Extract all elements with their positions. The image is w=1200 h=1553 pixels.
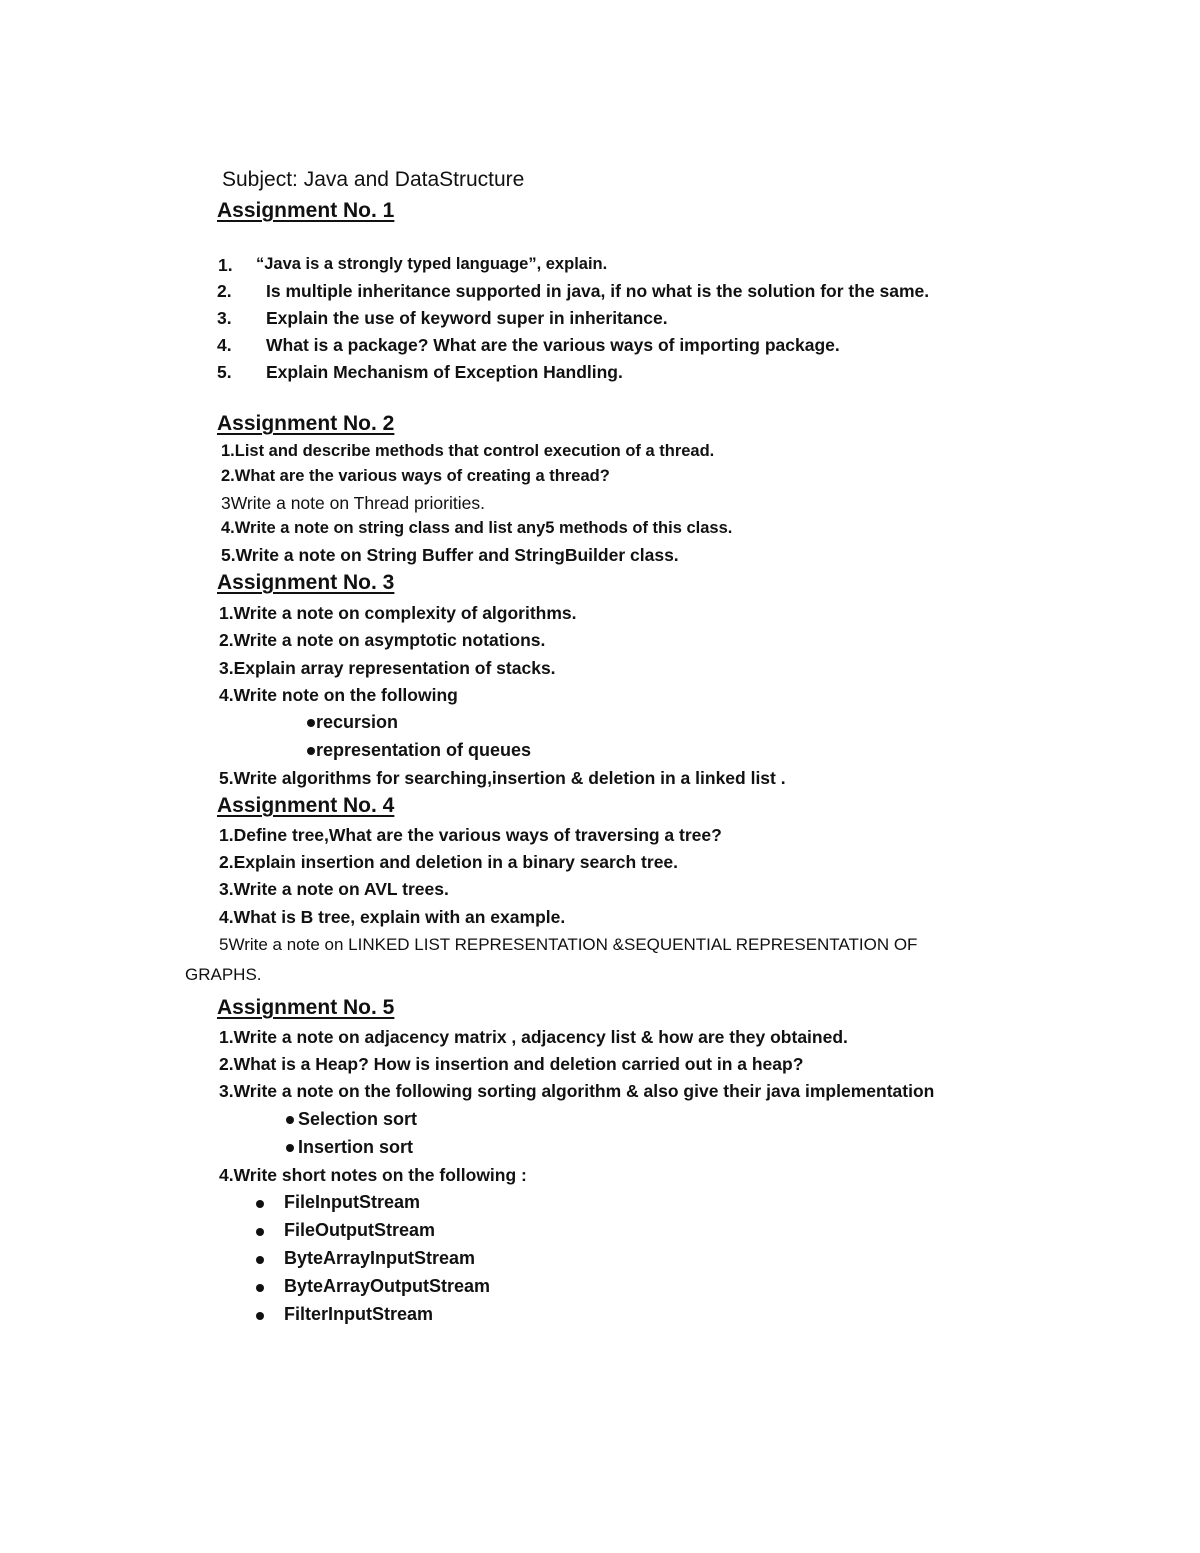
a5-stream-5: FilterInputStream — [284, 1304, 434, 1324]
assignment-1-heading: Assignment No. 1 — [217, 199, 395, 222]
a5-item-3: 3.Write a note on the following sorting algorithm & also give their java implementation — [219, 1081, 935, 1101]
bullet-icon — [256, 1200, 264, 1208]
a5-bullet-2: Insertion sort — [298, 1137, 414, 1157]
a3-bullet-1: recursion — [316, 712, 399, 732]
a3-bullet-2: representation of queues — [316, 740, 532, 760]
a5-item-2: 2.What is a Heap? How is insertion and deletion carried out in a heap? — [219, 1054, 804, 1074]
a3-item-5: 5.Write algorithms for searching,insertion & deletion in a linked list . — [219, 768, 786, 788]
document-page: Subject: Java and DataStructure Assignment No. 1 1. “Java is a strongly typed language”, explain. 2. Is multiple inheritance supported in java, if no what is the solution for the same. 3. Explain the use of keyword super in inheritance. 4. What is a package? What are the various ways of importing package. 5. Explain Mechanism of Exception Handling. Assignment No. 2 1.List and describe methods that control execution of a thread. 2.What are the various ways of creating a thread? 3Write a note on Thread priorities. 4.Write a note on string class and list any5 methods of this class. 5.Write a note on String Buffer and StringBuilder class. Assignment No. 3 1.Write a note on complexity of algorithms. 2.Write a note on asymptotic notations. 3.Explain array representation of stacks. 4.Write note on the following recursion representation of queues 5.Write algorithms for searching,insertion & deletion in a linked list . Assignment No. 4 1.Define tree,What are the various ways of traversing a tree? 2.Explain insertion and deletion in a binary search tree. 3.Write a note on AVL trees. 4.What is B tree, explain with an example. 5Write a note on LINKED LIST REPRESENTATION &SEQUENTIAL REPRESENTATION OF GRAPHS. Assignment No. 5 1.Write a note on adjacency matrix , adjacency list & how are they obtained. 2.What is a Heap? How is insertion and deletion carried out in a heap? 3.Write a note on the following sorting algorithm & also give their java implementation Selection sort Insertion sort 4.Write short notes on the following : FileInputStream FileOutputStream ByteArrayInputStream ByteArrayOutputStream FilterInputStream — [185, 168, 935, 1324]
a4-item-5-cont: GRAPHS. — [185, 965, 262, 984]
a5-stream-3: ByteArrayInputStream — [284, 1248, 476, 1268]
a5-item-4: 4.Write short notes on the following : — [219, 1165, 527, 1185]
a2-item-2: 2.What are the various ways of creating a thread? — [221, 467, 610, 485]
bullet-icon — [286, 1144, 294, 1152]
a4-item-3: 3.Write a note on AVL trees. — [219, 879, 449, 899]
bullet-icon — [256, 1256, 264, 1264]
bullet-icon — [256, 1312, 264, 1320]
a3-item-3: 3.Explain array representation of stacks. — [219, 658, 556, 678]
assignment-3-heading: Assignment No. 3 — [217, 571, 395, 594]
a5-item-1: 1.Write a note on adjacency matrix , adjacency list & how are they obtained. — [219, 1027, 848, 1047]
a2-item-1: 1.List and describe methods that control execution of a thread. — [221, 442, 715, 460]
a5-bullet-1: Selection sort — [298, 1109, 418, 1129]
a4-item-4: 4.What is B tree, explain with an example. — [219, 907, 566, 927]
subject-title: Subject: Java and DataStructure — [222, 168, 525, 191]
bullet-icon — [307, 719, 315, 727]
assignment-4-heading: Assignment No. 4 — [217, 794, 395, 817]
bullet-icon — [256, 1228, 264, 1236]
a3-item-1: 1.Write a note on complexity of algorithms. — [219, 603, 577, 623]
a4-item-5: 5Write a note on LINKED LIST REPRESENTATION &SEQUENTIAL REPRESENTATION OF — [219, 935, 918, 954]
a3-item-4: 4.Write note on the following — [219, 685, 458, 705]
a4-item-1: 1.Define tree,What are the various ways of traversing a tree? — [219, 825, 722, 845]
bullet-icon — [256, 1284, 264, 1292]
a2-item-3: 3Write a note on Thread priorities. — [221, 493, 485, 513]
a5-stream-4: ByteArrayOutputStream — [284, 1276, 491, 1296]
a5-stream-1: FileInputStream — [284, 1192, 421, 1212]
bullet-icon — [307, 747, 315, 755]
a4-item-2: 2.Explain insertion and deletion in a binary search tree. — [219, 852, 679, 872]
a3-item-2: 2.Write a note on asymptotic notations. — [219, 630, 546, 650]
a5-stream-2: FileOutputStream — [284, 1220, 436, 1240]
a2-item-5: 5.Write a note on String Buffer and StringBuilder class. — [221, 545, 679, 565]
a2-item-4: 4.Write a note on string class and list any5 methods of this class. — [221, 519, 733, 537]
assignment-5-heading: Assignment No. 5 — [217, 996, 395, 1019]
assignment-2-heading: Assignment No. 2 — [217, 412, 395, 435]
bullet-icon — [286, 1116, 294, 1124]
